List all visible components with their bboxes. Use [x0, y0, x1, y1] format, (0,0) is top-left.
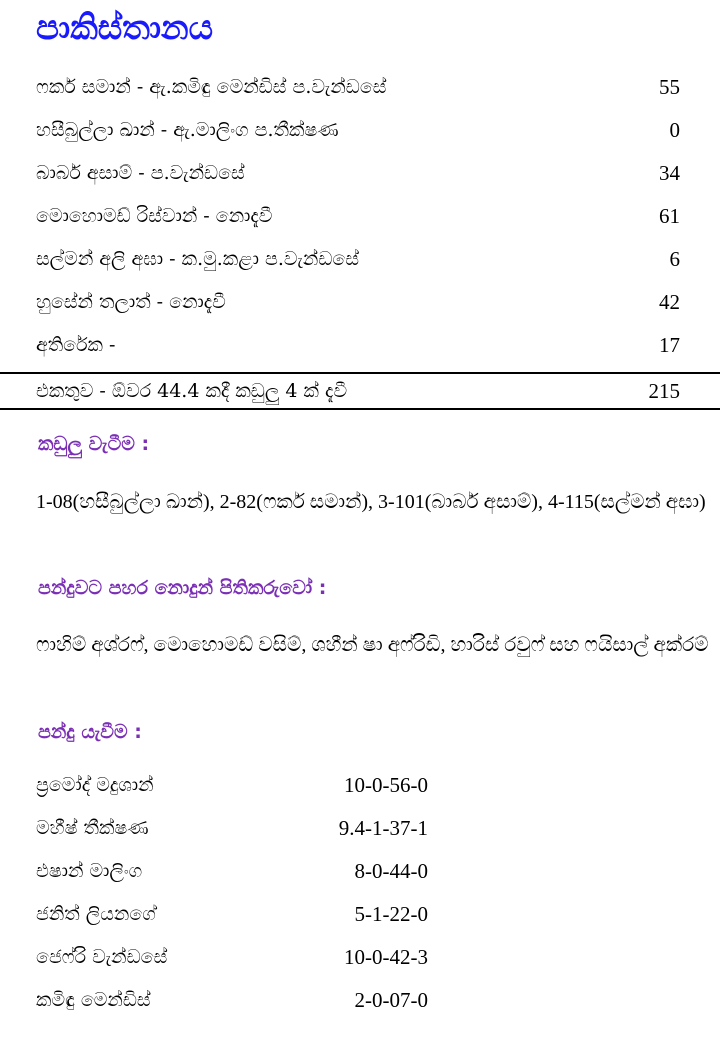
- batsman-dismissal: හුසේන් තලාත් - නොදැවී: [36, 291, 226, 313]
- bowling-row: [36, 808, 428, 848]
- batting-row: [36, 67, 680, 107]
- did-not-bat-text: ෆාහිම් අශ්රෆ්, මොහොමඩ් වසිම්, ශහීන් ෂා අෆ්රිඩි, හාරිස් රවුෆ් සහ ෆයිසාල් අක්රම්: [36, 634, 709, 656]
- batting-row: [36, 239, 680, 279]
- bowling-row: [36, 851, 428, 891]
- batting-row: [36, 282, 680, 322]
- total-label: එකතුව - ඕවර 44.4 කදී කඩුලු 4 ක් දැවී: [36, 380, 348, 402]
- total-row: [36, 371, 680, 411]
- extras-row: [36, 325, 680, 365]
- bowler-name: මහීෂ් තීක්ෂණ: [36, 817, 149, 839]
- batting-row: [36, 153, 680, 193]
- batsman-dismissal: මොහොමඩ් රිස්වාන් - නොදැවී: [36, 205, 273, 227]
- bowler-figures: 5-1-22-0: [354, 901, 428, 926]
- batsman-runs: 34: [659, 160, 680, 185]
- did-not-bat-heading: පන්දුවට පහර නොදුන් පිතිකරුවෝ :: [38, 577, 327, 599]
- bowler-name: එෂාන් මාලිංග: [36, 860, 143, 882]
- bowler-name: ප්‍රමෝද් මදුශාන්: [36, 774, 154, 796]
- extras-runs: 17: [659, 332, 680, 357]
- bowler-name: කමිඳු මෙන්ඩිස්: [36, 989, 151, 1011]
- batting-row: [36, 196, 680, 236]
- bowling-heading: පන්දු යැවීම :: [38, 721, 142, 743]
- extras-label: අතිරේක -: [36, 334, 116, 356]
- bowler-figures: 10-0-42-3: [344, 944, 428, 969]
- bowling-row: [36, 937, 428, 977]
- fall-of-wickets-heading: කඩුලු වැටීම :: [38, 433, 150, 455]
- batsman-runs: 6: [669, 246, 680, 271]
- bowling-row: [36, 894, 428, 934]
- batsman-dismissal: බාබර් අසාම් - ප.වැන්ඩසේ: [36, 162, 245, 184]
- fall-of-wickets-text: 1-08(හසීබුල්ලා ඛාන්), 2-82(ෆකර් සමාන්), 3-101(බාබර් අසාම්), 4-115(සල්මන් අඝා): [36, 491, 706, 513]
- bowler-name: ජනිත් ලියනගේ: [36, 903, 156, 925]
- batsman-dismissal: ෆකර් සමාන් - ඇ.කමිඳු මෙන්ඩිස් ප.වැන්ඩසේ: [36, 76, 387, 98]
- total-runs: 215: [648, 378, 680, 403]
- bowler-figures: 9.4-1-37-1: [338, 815, 428, 840]
- bowling-row: [36, 980, 428, 1020]
- bowler-figures: 8-0-44-0: [354, 858, 428, 883]
- batsman-runs: 0: [669, 117, 680, 142]
- page-title: පාකිස්තානය: [36, 8, 214, 48]
- batsman-runs: 55: [659, 74, 680, 99]
- batsman-dismissal: හසීබුල්ලා ඛාන් - ඇ.මාලිංග ප.තීක්ෂණ: [36, 119, 339, 141]
- bowling-row: [36, 765, 428, 805]
- batting-row: [36, 110, 680, 150]
- bowler-figures: 10-0-56-0: [344, 772, 428, 797]
- batsman-runs: 61: [659, 203, 680, 228]
- batsman-runs: 42: [659, 289, 680, 314]
- batsman-dismissal: සල්මන් අලි අඝා - ක.මු.කළා ප.වැන්ඩසේ: [36, 248, 359, 270]
- bowler-figures: 2-0-07-0: [354, 987, 428, 1012]
- bowler-name: ජෙෆ්රි වැන්ඩසේ: [36, 946, 168, 968]
